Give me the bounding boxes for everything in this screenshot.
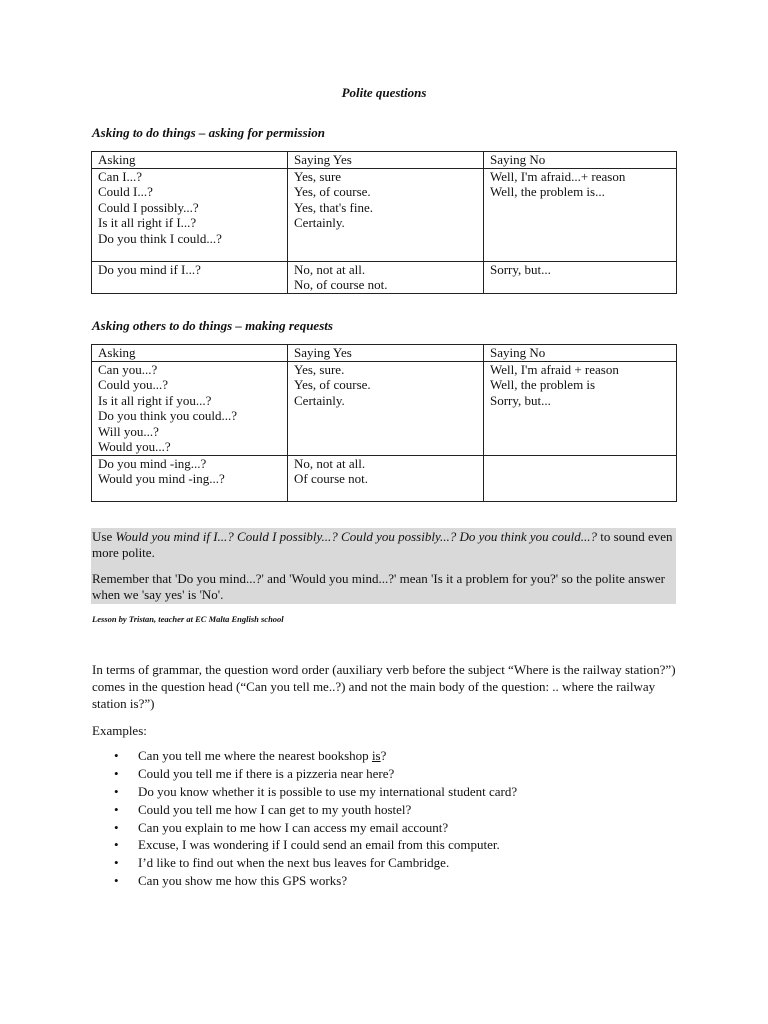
column-header: Saying Yes <box>288 345 484 362</box>
cell-line: Could I...? <box>98 184 153 199</box>
cell-line: Certainly. <box>294 215 345 230</box>
bullet-icon: • <box>114 855 119 871</box>
cell-line: Will you...? <box>98 423 159 439</box>
column-header: Saying Yes <box>288 152 484 169</box>
cell-line: Of course not. <box>294 471 369 486</box>
cell-line: Yes, sure <box>294 168 342 184</box>
cell-line: Yes, of course. <box>294 377 371 392</box>
cell-line: Well, the problem is <box>490 377 596 392</box>
list-item <box>92 836 517 854</box>
table-header-row <box>92 152 677 169</box>
cell-line: Do you think I could...? <box>98 230 222 246</box>
list-item <box>92 765 517 783</box>
example-underlined-word: is <box>371 748 381 763</box>
example-text: Can you tell me where the nearest bookshop <box>138 748 372 763</box>
cell-line: Yes, sure. <box>294 361 345 377</box>
bullet-icon: • <box>114 801 119 817</box>
bullet-icon: • <box>114 873 119 889</box>
cell-line: Do you mind if I...? <box>98 261 201 277</box>
example-text: Do you know whether it is possible to use my international student card? <box>138 783 518 799</box>
asking-cell <box>92 168 288 261</box>
note-use-suffix: to sound even more polite. <box>92 529 673 560</box>
example-text: I’d like to find out when the next bus leaves for Cambridge. <box>138 855 450 871</box>
cell-line: No, not at all. <box>294 261 366 277</box>
cell-line: Can you...? <box>98 361 158 377</box>
table-row <box>92 168 677 261</box>
column-header: Asking <box>92 152 288 169</box>
note-remember: Remember that 'Do you mind...?' and 'Would you mind...?' mean 'Is it a problem for you?' so the polite answer when we 'say yes' is 'No'. <box>92 571 665 602</box>
asking-cell <box>92 455 288 501</box>
no-cell <box>484 261 677 293</box>
table-header-row <box>92 345 677 362</box>
column-header: Asking <box>92 345 288 362</box>
cell-line: Well, the problem is... <box>490 184 605 199</box>
example-text: Could you tell me if there is a pizzeria near here? <box>138 765 395 781</box>
asking-cell <box>92 361 288 455</box>
requests-table <box>91 344 677 502</box>
bullet-icon: • <box>114 748 119 763</box>
lesson-credit: Lesson by Tristan, teacher at EC Malta English school <box>92 614 284 624</box>
table-row <box>92 455 677 501</box>
cell-line: Sorry, but... <box>490 261 551 277</box>
no-cell <box>484 168 677 261</box>
cell-line: Well, I'm afraid...+ reason <box>490 168 626 184</box>
bullet-icon: • <box>114 765 119 781</box>
example-text: Can you show me how this GPS works? <box>138 873 348 889</box>
list-item <box>92 872 517 890</box>
cell-line: Could I possibly...? <box>98 199 199 215</box>
cell-line: Sorry, but... <box>490 392 551 408</box>
cell-line: Yes, that's fine. <box>294 199 374 215</box>
cell-line: Certainly. <box>294 392 345 408</box>
cell-line: Yes, of course. <box>294 184 371 199</box>
list-item <box>92 819 517 837</box>
page-title: Polite questions <box>341 85 427 100</box>
bullet-icon: • <box>114 819 119 835</box>
table-row <box>92 261 677 293</box>
cell-line: Can I...? <box>98 168 143 184</box>
yes-cell <box>288 361 484 455</box>
example-text: Excuse, I was wondering if I could send an email from this computer. <box>138 837 500 853</box>
examples-list <box>92 747 517 890</box>
no-cell <box>484 455 677 501</box>
cell-line: No, of course not. <box>294 277 388 292</box>
cell-line: No, not at all. <box>294 455 366 471</box>
example-text-end: ? <box>380 748 387 763</box>
list-item <box>92 747 517 765</box>
bullet-icon: • <box>114 783 119 799</box>
grammar-paragraph: In terms of grammar, the question word order (auxiliary verb before the subject “Where is the railway station?”) comes in the question head (“Can you tell me..?) and not the main body of the question: .. where the railway station is?”) <box>92 662 676 711</box>
cell-line: Would you...? <box>98 439 171 454</box>
table-row <box>92 361 677 455</box>
column-header: Saying No <box>484 345 677 362</box>
note-use-prefix: Use <box>92 529 116 544</box>
cell-line: Well, I'm afraid + reason <box>490 361 619 377</box>
yes-cell <box>288 455 484 501</box>
note-use-phrases: Would you mind if I...? Could I possibly...? Could you possibly...? Do you think you could...? <box>115 529 598 544</box>
note-use <box>92 529 677 561</box>
section-heading-requests: Asking others to do things – making requests <box>92 318 333 333</box>
section-heading-permission: Asking to do things – asking for permission <box>92 125 325 140</box>
no-cell <box>484 361 677 455</box>
cell-line: Is it all right if you...? <box>98 392 212 408</box>
yes-cell <box>288 261 484 293</box>
list-item <box>92 801 517 819</box>
example-text: Could you tell me how I can get to my youth hostel? <box>138 801 412 817</box>
cell-line: Do you mind -ing...? <box>98 455 207 471</box>
list-item <box>92 854 517 872</box>
column-header: Saying No <box>484 152 677 169</box>
cell-line: Could you...? <box>98 377 169 392</box>
examples-label: Examples: <box>92 723 147 738</box>
example-text: Can you explain to me how I can access my email account? <box>138 819 449 835</box>
cell-line: Do you think you could...? <box>98 408 238 423</box>
list-item <box>92 783 517 801</box>
permission-table <box>91 151 677 294</box>
yes-cell <box>288 168 484 261</box>
asking-cell <box>92 261 288 293</box>
cell-line: Is it all right if I...? <box>98 215 197 230</box>
bullet-icon: • <box>114 837 119 853</box>
cell-line: Would you mind -ing...? <box>98 471 225 486</box>
